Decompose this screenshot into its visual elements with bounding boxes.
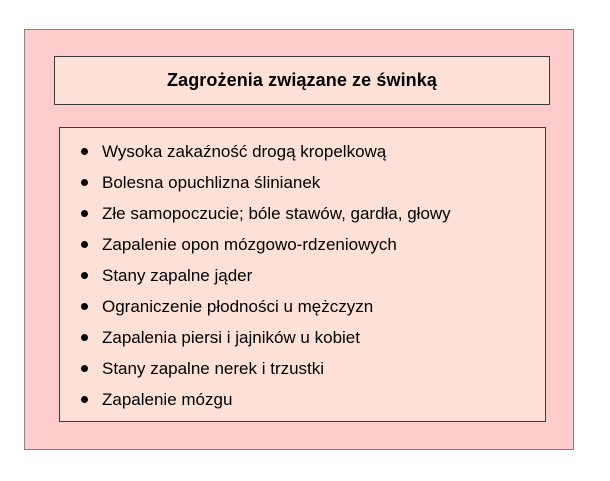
list-item-text: Zapalenia piersi i jajników u kobiet: [102, 327, 360, 347]
list-item-text: Złe samopoczucie; bóle stawów, gardła, głowy: [102, 203, 451, 223]
list-item-text: Ograniczenie płodności u mężczyzn: [102, 296, 374, 316]
list-item: [78, 322, 451, 353]
bullet-icon: [81, 334, 88, 341]
list-item-text: Bolesna opuchlizna ślinianek: [102, 172, 321, 192]
bullet-icon: [81, 179, 88, 186]
bullet-icon: [81, 396, 88, 403]
bullet-icon: [81, 272, 88, 279]
list-item-text: Stany zapalne jąder: [102, 265, 253, 285]
bullet-icon: [81, 365, 88, 372]
title: Zagrożenia związane ze świnką: [167, 70, 437, 90]
list-item: [78, 136, 451, 167]
list-item: [78, 291, 451, 322]
list-item-text: Wysoka zakaźność drogą kropelkową: [102, 141, 387, 161]
list-box: [59, 127, 546, 422]
list-item: [78, 198, 451, 229]
list-item: [78, 260, 451, 291]
title-box: [54, 56, 550, 105]
list-item-text: Stany zapalne nerek i trzustki: [102, 358, 325, 378]
list-item: [78, 384, 451, 415]
list-item: [78, 353, 451, 384]
bullet-icon: [81, 210, 88, 217]
list-item: [78, 229, 451, 260]
bullet-icon: [81, 303, 88, 310]
bullet-icon: [81, 148, 88, 155]
list-item-text: Zapalenie opon mózgowo-rdzeniowych: [102, 234, 397, 254]
bullet-list: [78, 136, 451, 415]
list-item-text: Zapalenie mózgu: [102, 389, 233, 409]
bullet-icon: [81, 241, 88, 248]
list-item: [78, 167, 451, 198]
